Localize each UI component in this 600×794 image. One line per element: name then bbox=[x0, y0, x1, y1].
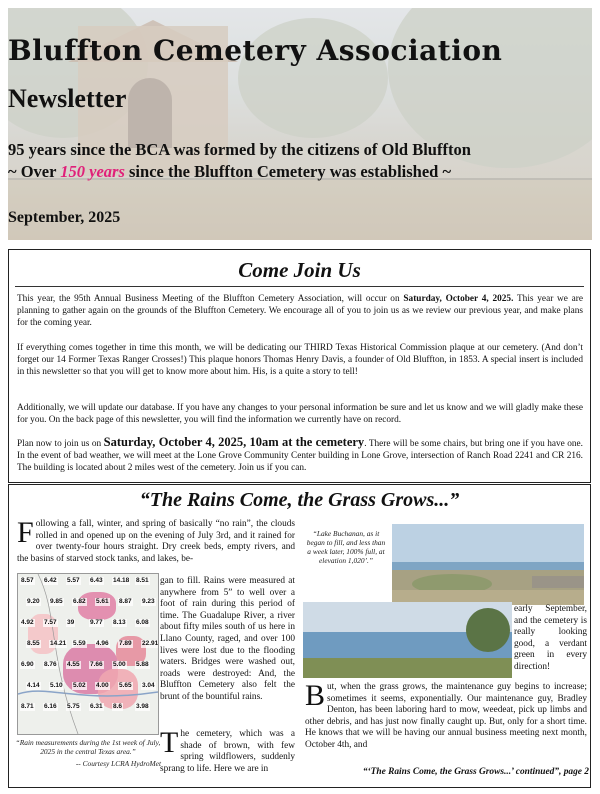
rainfall-value-label: 7.89 bbox=[119, 640, 132, 647]
rainfall-value-label: 5.02 bbox=[73, 682, 86, 689]
tagline-2: ~ Over 150 years since the Bluffton Cemetery was established ~ bbox=[8, 162, 452, 181]
paragraph-beside-map: gan to fill. Rains were measured at anywhere from 5” to well over a foot of rain during this period of time. The Guadalupe River, a river about fifty miles south of us here in Llano County, raged, and over 100 lives were lost due to the flooding waters. Bridges were washed out, roads were destroyed: And, the Bluffton Cemetery also felt the brunt of the bountiful rains. bbox=[160, 576, 295, 702]
issue-date: September, 2025 bbox=[8, 209, 121, 226]
highlight-150-years: 150 years bbox=[60, 162, 125, 181]
paragraph: Plan now to join us on Saturday, October 4, 2025, 10am at the cemetery. There will be some chairs, but bring one if you have one. In the event of bad weather, we will meet at the Lone Grove Community Center building in Lone Grove, intersection of Ranch Road 2241 and CR 216. The building is located about 2 miles west of the cemetery. Join us if you can. bbox=[17, 435, 583, 473]
rainfall-value-label: 5.61 bbox=[96, 598, 109, 605]
rainfall-value-label: 5.10 bbox=[50, 682, 63, 689]
rainfall-value-label: 5.88 bbox=[136, 661, 149, 668]
rainfall-value-label: 4.14 bbox=[27, 682, 40, 689]
rainfall-value-label: 8.71 bbox=[21, 703, 34, 710]
section-come-join-us bbox=[8, 249, 591, 483]
rainfall-value-label: 6.31 bbox=[90, 703, 103, 710]
rainfall-value-label: 39 bbox=[67, 619, 75, 626]
rainfall-value-label: 14.18 bbox=[113, 577, 130, 584]
section-rains-come bbox=[8, 484, 591, 788]
map-caption: “Rain measurements during the 1st week of July, 2025 in the central Texas area.” bbox=[15, 738, 161, 756]
rainfall-value-label: 6.82 bbox=[73, 598, 86, 605]
rainfall-value-label: 9.20 bbox=[27, 598, 40, 605]
rainfall-value-label: 9.77 bbox=[90, 619, 103, 626]
rainfall-value-label: 7.66 bbox=[90, 661, 103, 668]
rainfall-value-label: 6.43 bbox=[90, 577, 103, 584]
rainfall-value-label: 5.75 bbox=[67, 703, 80, 710]
lead-paragraph: Following a fall, winter, and spring of basically “no rain”, the clouds rolled in and opened up on the evening of July 3rd, and it rained for over twenty-four hours straight. Dry creek beds, empty rivers, and the basins of starved stock tanks, and lakes, be- bbox=[17, 516, 295, 564]
section-title: “The Rains Come, the Grass Grows...” bbox=[139, 489, 460, 511]
rainfall-value-label: 5.00 bbox=[113, 661, 126, 668]
masthead-banner bbox=[8, 8, 592, 240]
paragraph-3: But, when the grass grows, the maintenance guy begins to increase; sometimes it seems, exponentially. Our maintenance guy, Bradley Denton, has been laboring hard to mow, weedeat, pick up limbs and other debris, and has just now finally caught up. But, only for a short time. He knows that we will be having our annual business meeting next month, October 4th, and bbox=[305, 679, 587, 750]
rainfall-value-label: 8.76 bbox=[44, 661, 57, 668]
rainfall-value-label: 9.85 bbox=[50, 598, 63, 605]
rainfall-value-label: 14.21 bbox=[50, 640, 67, 647]
rainfall-map bbox=[17, 573, 159, 735]
paragraph: Additionally, we will update our database. If you have any changes to your personal information be sure and let us know and we will gladly make these for you. On the back page of this newsletter, you will find the information we currently have on record. bbox=[17, 403, 583, 425]
rainfall-value-label: 3.98 bbox=[136, 703, 149, 710]
rainfall-value-label: 8.6 bbox=[113, 703, 123, 710]
paragraph-2: The cemetery, which was a shade of brown, with few spring wildflowers, suddenly sprang to life. Here we are in bbox=[160, 726, 295, 774]
lake-buchanan-photo-2 bbox=[303, 602, 512, 678]
paragraph: This year, the 95th Annual Business Meeting of the Bluffton Cemetery Association, will occur on Saturday, October 4, 2025. This year we are planning to gather again on the grounds of the Bluffton Cemetery. We encourage all of you to join us as we review our previous year, and make plans for the coming year. bbox=[17, 294, 583, 328]
newsletter-subtitle: Newsletter bbox=[8, 84, 127, 113]
newsletter-title: Bluffton Cemetery Association bbox=[8, 34, 503, 67]
rainfall-value-label: 4.55 bbox=[67, 661, 80, 668]
rainfall-value-label: 6.16 bbox=[44, 703, 57, 710]
paragraph-beside-photo: early September, and the cemetery is really looking good, a verdant green in every direction! bbox=[514, 604, 587, 672]
section-title: Come Join Us bbox=[238, 258, 361, 282]
rainfall-value-label: 8.87 bbox=[119, 598, 132, 605]
rainfall-value-label: 5.59 bbox=[73, 640, 86, 647]
rainfall-value-label: 3.04 bbox=[142, 682, 155, 689]
rainfall-value-label: 8.51 bbox=[136, 577, 149, 584]
rainfall-value-label: 8.55 bbox=[27, 640, 40, 647]
rainfall-value-label: 6.90 bbox=[21, 661, 34, 668]
rainfall-value-label: 22.91 bbox=[142, 640, 159, 647]
rainfall-value-label: 7.57 bbox=[44, 619, 57, 626]
rainfall-value-label: 5.57 bbox=[67, 577, 80, 584]
rainfall-value-label: 6.42 bbox=[44, 577, 57, 584]
rainfall-value-label: 4.92 bbox=[21, 619, 34, 626]
rainfall-value-label: 4.00 bbox=[96, 682, 109, 689]
lake-caption: “Lake Buchanan, as it began to fill, and less than a week later, 100% full, at elevation 1,020’.” bbox=[306, 529, 386, 565]
tagline-1: 95 years since the BCA was formed by the citizens of Old Bluffton bbox=[8, 140, 471, 159]
paragraph: If everything comes together in time this month, we will be dedicating our THIRD Texas Historical Commission plaque at our cemetery. (And don’t forget our 14 Former Texas Ranger Crosses!) This plaque honors Thomas Henry Davis, a founder of Old Bluffton, in 1853. A special insert is included in this newsletter so that you will get to know more about him. His, is a quite a story to tell! bbox=[17, 343, 583, 377]
lake-buchanan-photo-1 bbox=[392, 524, 584, 605]
rainfall-value-label: 8.57 bbox=[21, 577, 34, 584]
continued-notice: “‘The Rains Come, the Grass Grows...’ continued”, page 2 bbox=[362, 767, 589, 777]
map-credit: -- Courtesy LCRA HydroMet bbox=[75, 759, 161, 768]
rainfall-value-label: 5.65 bbox=[119, 682, 132, 689]
rainfall-value-label: 6.08 bbox=[136, 619, 149, 626]
rainfall-value-label: 4.96 bbox=[96, 640, 109, 647]
rainfall-value-label: 8.13 bbox=[113, 619, 126, 626]
rainfall-value-label: 9.23 bbox=[142, 598, 155, 605]
